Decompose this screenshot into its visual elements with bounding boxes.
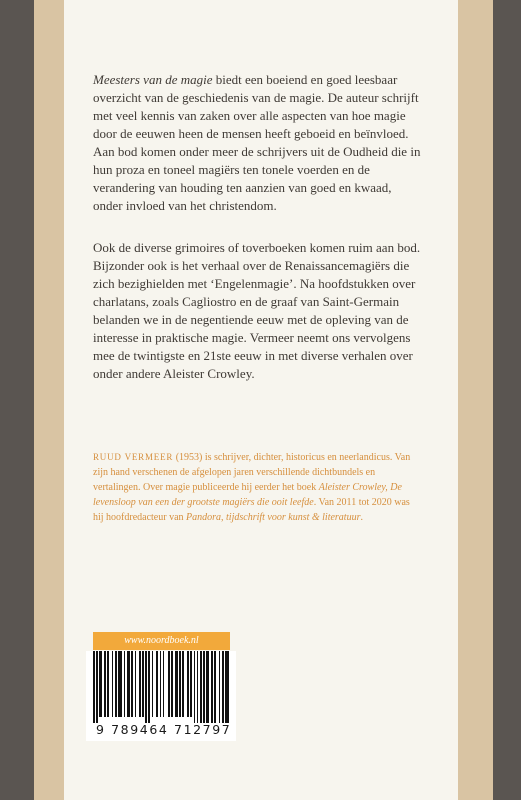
book-title: Meesters van de magie <box>93 72 213 87</box>
author-bio <box>93 450 418 525</box>
barcode-bar <box>112 651 113 717</box>
bio-book-title: Aleister Crowley, De levensloop van een der grootste magiërs die ooit leefde <box>93 482 402 508</box>
description-text: biedt een boeiend en goed leesbaar overzicht van de geschiedenis van de magie. De auteur schrijft met veel kennis van zaken over alle aspecten van hoe magie door de eeuwen heen de mensen heeft geboeid en beïnvloed. Aan bod komen onder meer de schrijvers uit de Oudheid die in hun proza en toneel magiërs ten tonele voerden en de verandering van houding ten aanzien van goed en kwaad, onder invloed van het christendom. <box>93 72 421 213</box>
barcode-bar <box>104 651 106 717</box>
bio-magazine-title: Pandora, tijdschrift voor kunst & literatuur <box>186 512 361 523</box>
barcode-bar <box>225 651 229 723</box>
right-tan-stripe <box>458 0 493 800</box>
barcode-bar <box>219 651 220 723</box>
bio-text-3: . <box>360 512 363 523</box>
barcode-bar <box>145 651 147 723</box>
barcode-bar <box>99 651 102 717</box>
barcode-bar <box>214 651 216 723</box>
barcode-bar <box>163 651 164 717</box>
barcode-bar <box>211 651 213 723</box>
right-dark-stripe <box>493 0 521 800</box>
barcode-bar <box>171 651 173 717</box>
barcode-bar <box>203 651 205 723</box>
left-tan-stripe <box>34 0 64 800</box>
barcode-bar <box>194 651 195 723</box>
barcode-bar <box>127 651 130 717</box>
barcode-bar <box>182 651 184 717</box>
description-text-2: Ook de diverse grimoires of toverboeken komen ruim aan bod. Bijzonder ook is het verhaal over de Renaissancemagiërs die zich bezighielden met ‘Engelenmagie’. Na hoofdstukken over charlatans, zoals Cagliostro en de graaf van Saint-Germain belanden we in de negentiende eeuw met de opleving van de interesse in praktische magie. Vermeer neemt ons vervolgens mee de twintigste en 21ste eeuw in met diverse verhalen over onder andere Aleister Crowley. <box>93 240 421 381</box>
barcode-bar <box>115 651 117 717</box>
publisher-url: www.noordboek.nl <box>124 635 199 646</box>
barcode-bar <box>200 651 202 723</box>
author-name: RUUD VERMEER <box>93 452 174 462</box>
barcode-bar <box>168 651 170 717</box>
barcode-bar <box>179 651 181 717</box>
barcode-bar <box>131 651 133 717</box>
barcode-bar <box>139 651 141 717</box>
barcode-bar <box>124 651 125 717</box>
barcode-bar <box>96 651 98 723</box>
barcode-bar <box>190 651 192 717</box>
barcode-bar <box>152 651 153 717</box>
barcode-bar <box>206 651 209 723</box>
barcode-bar <box>135 651 136 717</box>
barcode-bar <box>222 651 224 723</box>
bio-text-1: (1953) is schrijver, dichter, historicus en neerlandicus. Van zijn hand verschenen de afgelopen jaren verschillende dichtbundels en vertalingen. Over magie publiceerde hij eerder het boek <box>93 452 411 493</box>
description-paragraph-2 <box>93 239 423 383</box>
description-paragraph-1 <box>93 71 423 215</box>
barcode-icon <box>93 651 229 725</box>
left-dark-stripe <box>0 0 34 800</box>
barcode-bar <box>148 651 150 723</box>
barcode-bar <box>107 651 109 717</box>
isbn-number: 9 789464 712797 <box>96 722 232 737</box>
barcode-bar <box>142 651 144 717</box>
barcode-bar <box>93 651 95 723</box>
publisher-url-box <box>93 632 230 650</box>
bio-text-2: . Van 2011 tot 2020 was hij hoofdredacteur van <box>93 497 410 523</box>
barcode-bar <box>160 651 161 717</box>
barcode-bar <box>197 651 198 723</box>
barcode-bar <box>187 651 189 717</box>
barcode-bar <box>118 651 122 717</box>
barcode-bar <box>156 651 158 717</box>
barcode-bar <box>175 651 178 717</box>
